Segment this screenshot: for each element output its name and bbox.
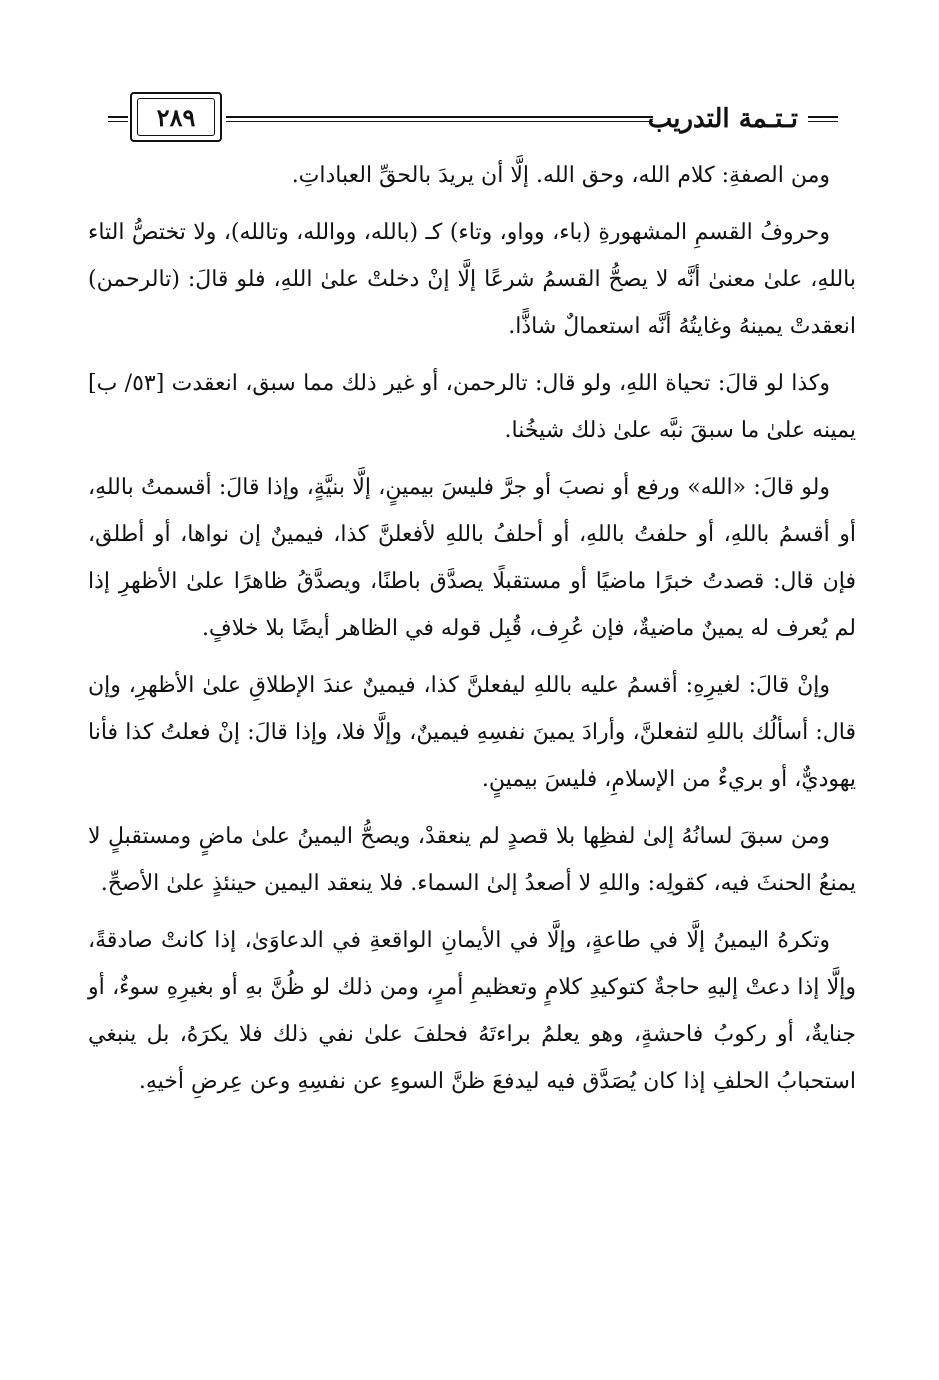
paragraph: وكذا لو قالَ: تحياة اللهِ، ولو قال: تالرحمن، أو غير ذلك مما سبق، انعقدت [٥٣/ ب] يمينه علىٰ ما سبقَ نبَّه علىٰ ذلك شيخُنا.	[88, 371, 856, 443]
header-rule-middle	[226, 116, 653, 122]
paragraph: وتكرهُ اليمينُ إلَّا في طاعةٍ، وإلَّا في الأيمانِ الواقعةِ في الدعاوَىٰ، إذا كانتْ صادقةً، وإلَّا إذا دعتْ إليهِ حاجةٌ كتوكيدِ كلامٍ وتعظيمِ أمرٍ، ومن ذلك لو ظُنَّ بهِ أو بغيرِهِ سوءٌ، أو جنايةٌ، أو ركوبُ فاحشةٍ، وهو يعلمُ براءتَهُ فحلفَ علىٰ نفي ذلك فلا يكرَهُ، بل ينبغي استحبابُ الحلفِ إذا كان يُصَدَّق فيه ليدفعَ ظنَّ السوءِ عن نفسِهِ وعن عِرضِ أخيهِ.	[88, 928, 856, 1094]
page-number: ٢٨٩	[137, 98, 215, 136]
header-rule-right	[808, 116, 838, 122]
running-header	[108, 86, 838, 146]
page-number-frame	[130, 92, 222, 142]
header-title: تـتـمة التدريب	[647, 104, 798, 134]
page-body-text	[88, 152, 856, 1115]
paragraph: وإنْ قالَ: لغيرِهِ: أقسمُ عليه باللهِ ليفعلنَّ كذا، فيمينٌ عندَ الإطلاقِ علىٰ الأظهرِ، وإن قال: أسألُك باللهِ لتفعلنَّ، وأرادَ يمينَ نفسِهِ فيمينٌ، وإلَّا فلا، وإذا قالَ: إنْ فعلتُ كذا فأنا يهوديٌّ، أو بريءٌ من الإسلامِ، فليسَ بيمينٍ.	[88, 673, 856, 792]
paragraph: وحروفُ القسمِ المشهورةِ (باء، وواو، وتاء) كـ (بالله، ووالله، وتالله)، ولا تختصُّ التاء باللهِ، علىٰ معنىٰ أنَّه لا يصحُّ القسمُ شرعًا إلَّا إنْ دخلتْ علىٰ اللهِ، فلو قالَ: (تالرحمن) انعقدتْ يمينهُ وغايتُهُ أنَّه استعمالٌ شاذًّا.	[88, 220, 856, 339]
paragraph: ومن الصفةِ: كلام الله، وحق الله. إلَّا أن يريدَ بالحقِّ العباداتِ.	[291, 163, 830, 188]
paragraph: ومن سبقَ لسانُهُ إلىٰ لفظِها بلا قصدٍ لم ينعقدْ، ويصحُّ اليمينُ علىٰ ماضٍ ومستقبلٍ لا يمنعُ الحنثَ فيه، كقولِه: واللهِ لا أصعدُ إلىٰ السماء. فلا ينعقد اليمين حينئذٍ علىٰ الأصحِّ.	[88, 824, 856, 896]
header-rule-left	[108, 116, 128, 122]
paragraph: ولو قالَ: «الله» ورفع أو نصبَ أو جرَّ فليسَ بيمينٍ، إلَّا بنيَّةٍ، وإذا قالَ: أقسمتُ باللهِ، أو أقسمُ باللهِ، أو حلفتُ باللهِ، أو أحلفُ باللهِ لأفعلنَّ كذا، فيمينٌ إن نواها، أو أطلق، فإن قال: قصدتُ خبرًا ماضيًا أو مستقبلًا يصدَّق باطنًا، ويصدَّقُ ظاهرًا علىٰ الأظهرِ إذا لم يُعرف له يمينٌ ماضيةٌ، فإن عُرِف، قُبِل قوله في الظاهر أيضًا بلا خلافٍ.	[88, 475, 856, 641]
